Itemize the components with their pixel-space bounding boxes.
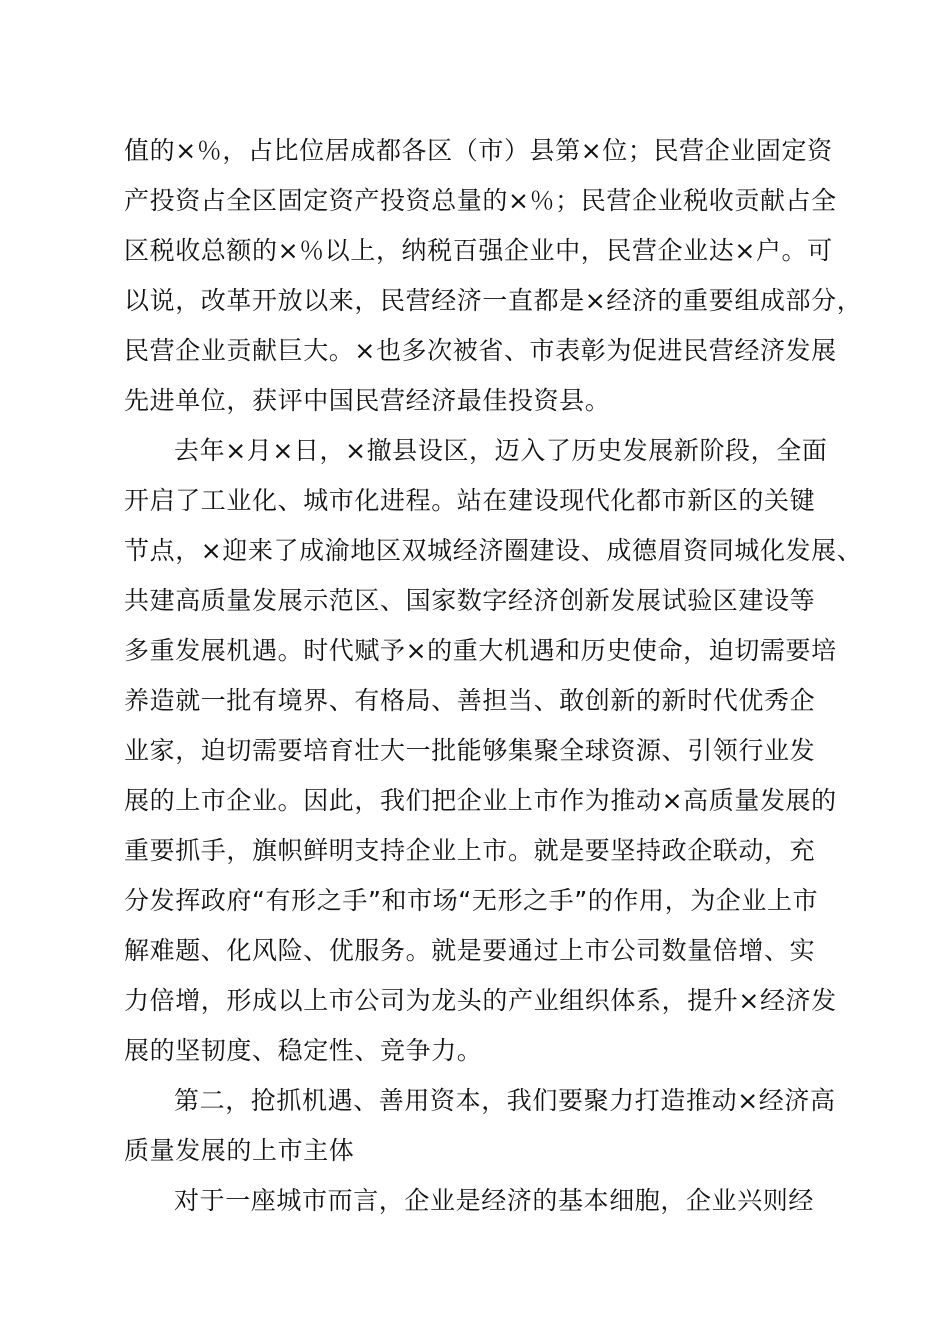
text-line: 对于一座城市而言，企业是经济的基本细胞，企业兴则经 [174,1186,815,1215]
text-line: 展的坚韧度、稳定性、竞争力。 [124,1036,483,1065]
text-line: 重要抓手，旗帜鲜明支持企业上市。就是要坚持政企联动，充 [124,836,816,865]
text-line: 解难题、化风险、优服务。就是要通过上市公司数量倍增、实 [124,936,816,965]
section-heading-line: 质量发展的上市主体 [124,1136,355,1165]
text-line: 值的×％，占比位居成都各区（市）县第×位；民营企业固定资 [124,136,833,165]
text-line: 多重发展机遇。时代赋予×的重大机遇和历史使命，迫切需要培 [124,636,837,665]
text-line: 共建高质量发展示范区、国家数字经济创新发展试验区建设等 [124,586,816,615]
text-line: 民营企业贡献巨大。×也多次被省、市表彰为促进民营经济发展 [124,336,837,365]
text-line: 先进单位，获评中国民营经济最佳投资县。 [124,386,611,415]
text-line: 养造就一批有境界、有格局、善担当、敢创新的新时代优秀企 [124,686,816,715]
text-line: 以说，改革开放以来，民营经济一直都是×经济的重要组成部分， [124,286,863,315]
text-line: 分发挥政府“有形之手”和市场“无形之手”的作用，为企业上市 [124,886,819,915]
text-line: 区税收总额的×％以上，纳税百强企业中，民营企业达×户。可 [124,236,833,265]
text-line: 产投资占全区固定资产投资总量的×％；民营企业税收贡献占全 [124,186,837,215]
section-heading-line: 第二，抢抓机遇、善用资本，我们要聚力打造推动×经济高 [174,1086,836,1115]
text-line: 节点，×迎来了成渝地区双城经济圈建设、成德眉资同城化发展、 [124,536,863,565]
text-line: 力倍增，形成以上市公司为龙头的产业组织体系，提升×经济发 [124,986,837,1015]
text-line: 开启了工业化、城市化进程。站在建设现代化都市新区的关键 [124,486,816,515]
text-line: 业家，迫切需要培育壮大一批能够集聚全球资源、引领行业发 [124,736,816,765]
text-line: 展的上市企业。因此，我们把企业上市作为推动×高质量发展的 [124,786,837,815]
document-body [124,126,863,1226]
text-line: 去年×月×日，×撤县设区，迈入了历史发展新阶段，全面 [174,436,828,465]
